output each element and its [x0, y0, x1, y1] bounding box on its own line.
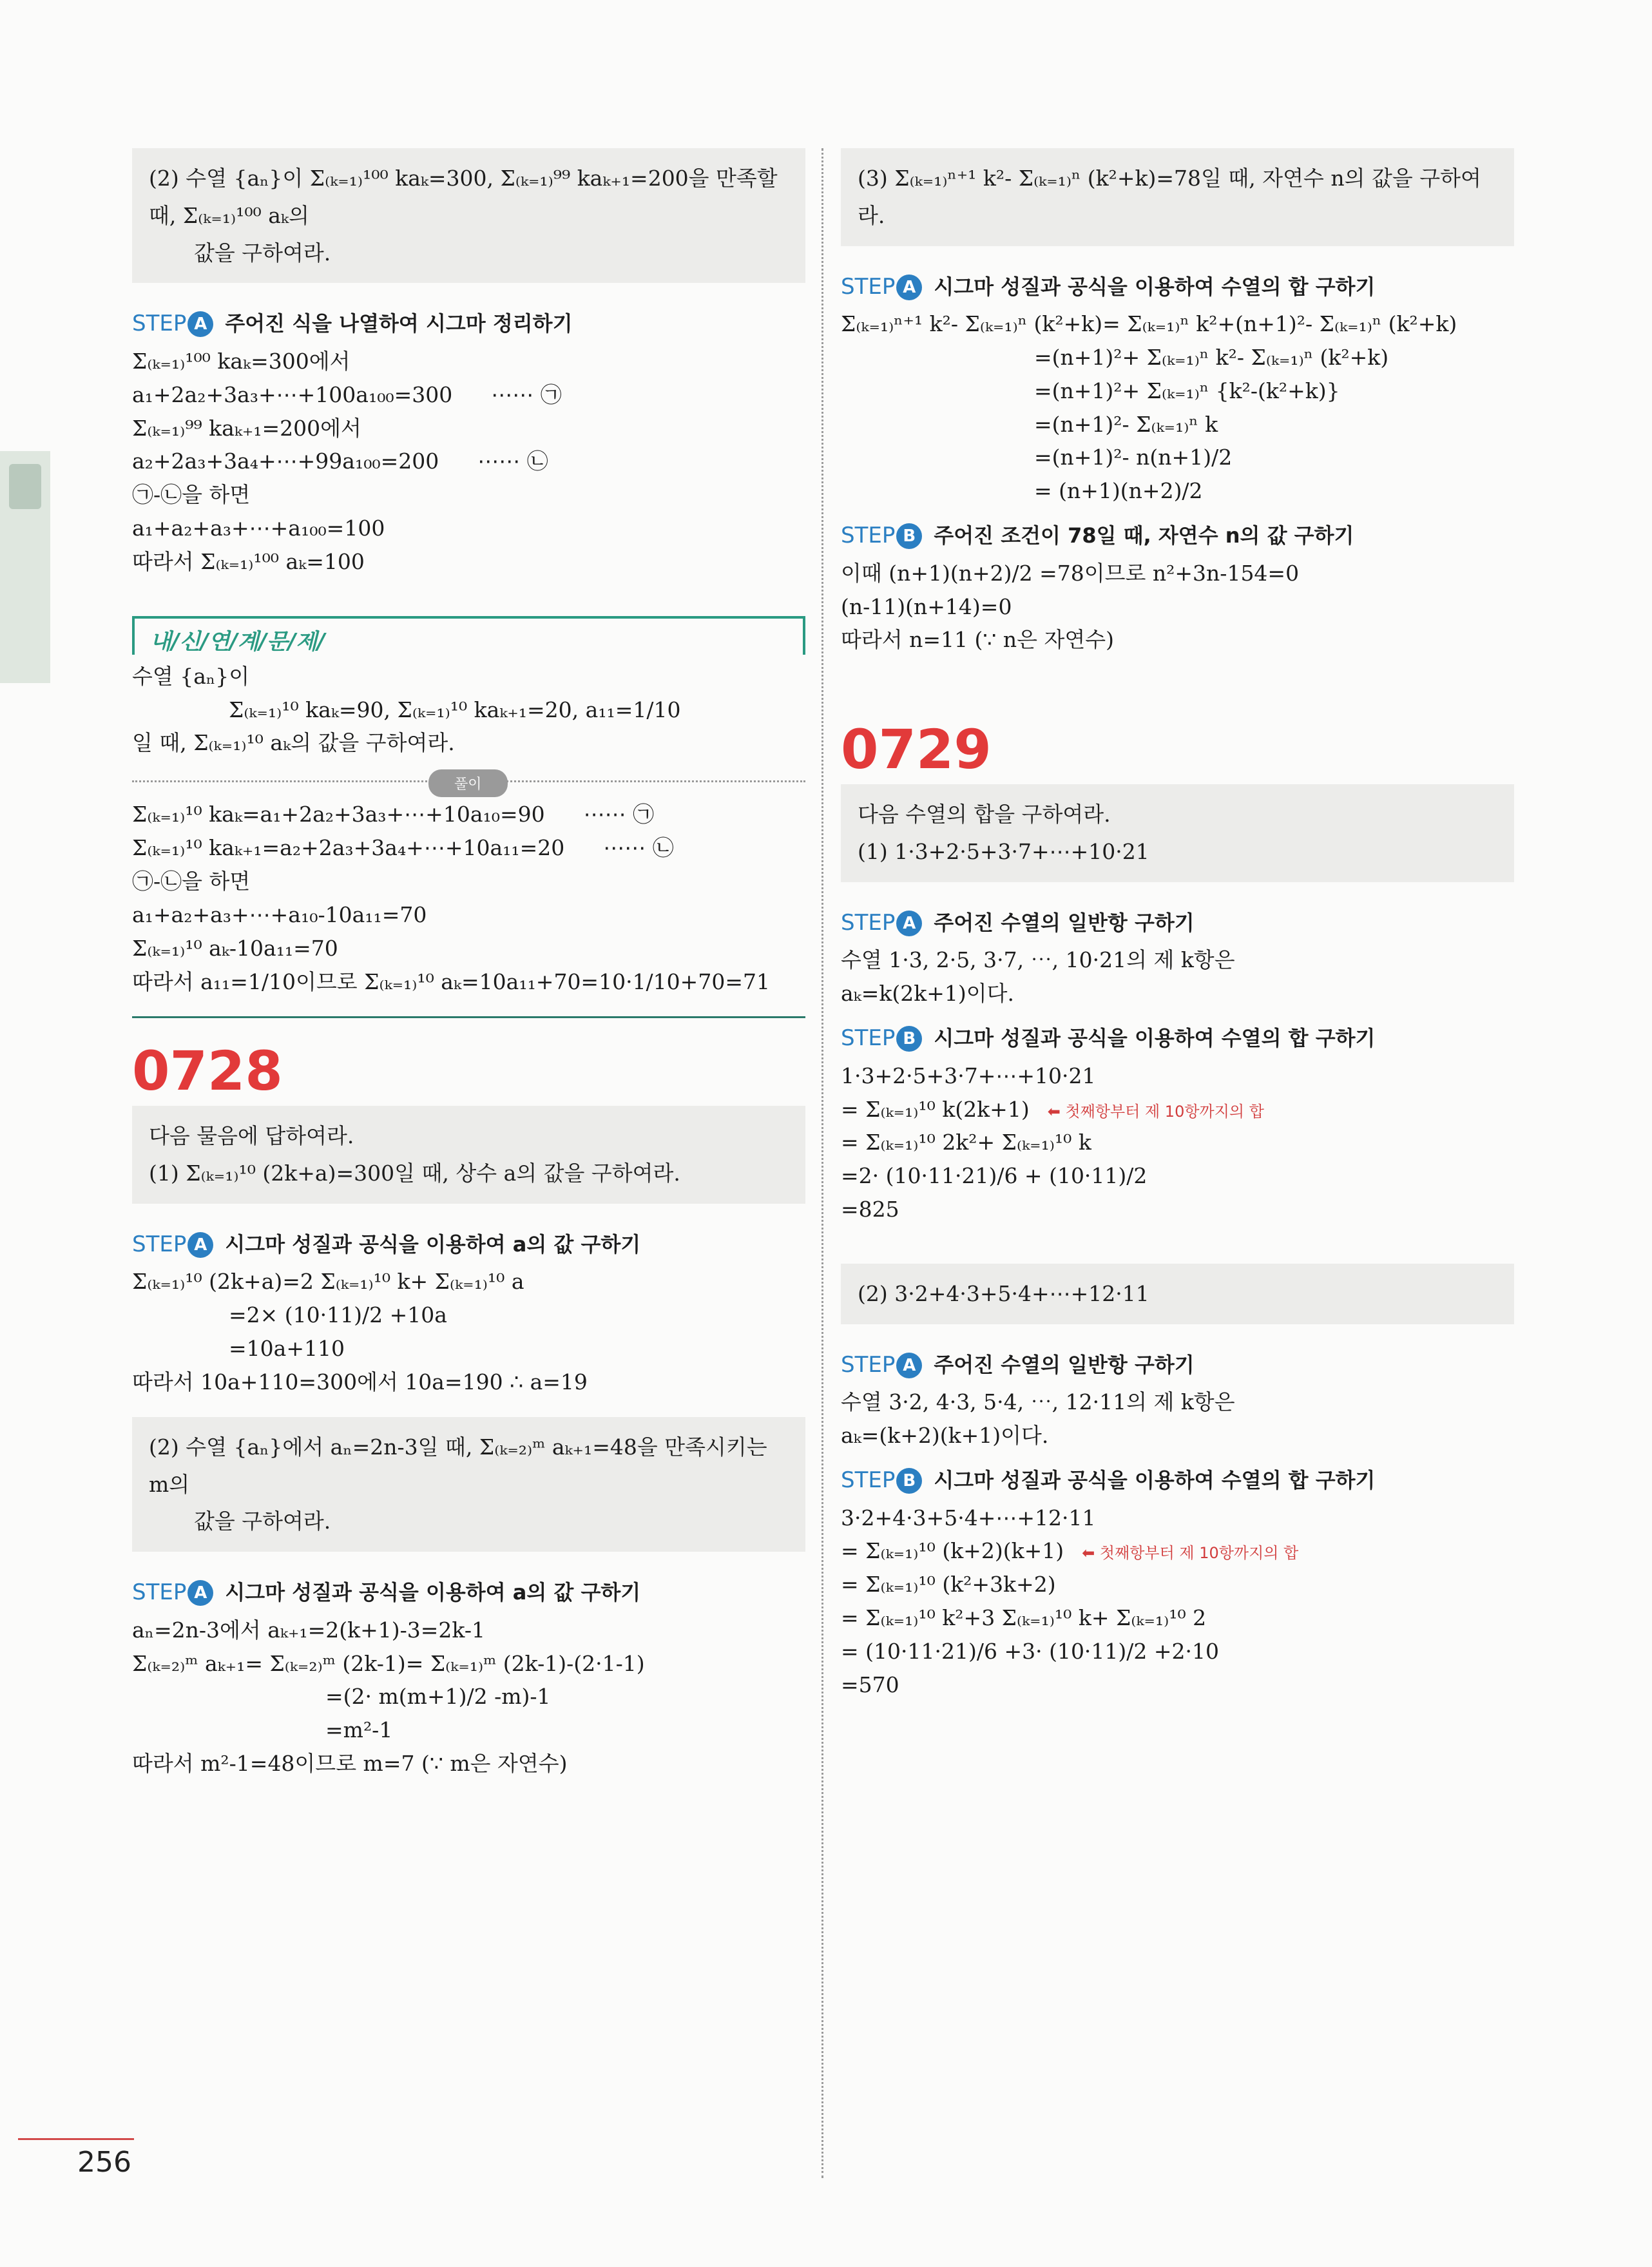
- math-line: 따라서 Σ₍ₖ₌₁₎¹⁰⁰ aₖ=100: [132, 548, 365, 574]
- question-text: 다음 물음에 답하여라.: [149, 1123, 354, 1149]
- math-line: = Σ₍ₖ₌₁₎¹⁰ k(2k+1) ⬅ 첫째항부터 제 10항까지의 합: [841, 1096, 1264, 1122]
- step-letter-badge: A: [187, 1232, 213, 1258]
- math-line: =(n+1)²- Σ₍ₖ₌₁₎ⁿ k: [1034, 411, 1218, 437]
- equation-marker: ⋯⋯ ㉠: [491, 381, 562, 407]
- annotation-note: ⬅ 첫째항부터 제 10항까지의 합: [1047, 1102, 1264, 1121]
- page-number: 256: [77, 2146, 131, 2179]
- math-line: a₁+2a₂+3a₃+⋯+100a₁₀₀=300 ⋯⋯ ㉠: [132, 381, 562, 407]
- solution-line: Σ₍ₖ₌₁₎¹⁰ aₖ-10a₁₁=70: [132, 935, 338, 961]
- step-letter-badge: A: [896, 1353, 922, 1378]
- solution-label: 풀이: [428, 769, 508, 797]
- math-line: =(n+1)²+ Σ₍ₖ₌₁₎ⁿ {k²-(k²+k)}: [1034, 378, 1340, 403]
- step-b-heading: STEP B 시그마 성질과 공식을 이용하여 수열의 합 구하기: [841, 1025, 1376, 1052]
- page-number-rule: [18, 2138, 134, 2140]
- math-line: aₖ=k(2k+1)이다.: [841, 981, 1014, 1007]
- question-box-0729: [841, 784, 1514, 882]
- step-a-heading: STEP A 주어진 식을 나열하여 시그마 정리하기: [132, 311, 573, 337]
- math-line: Σ₍ₖ₌₁₎¹⁰⁰ kaₖ=300에서: [132, 348, 351, 374]
- question-text: 값을 구하여라.: [194, 240, 331, 265]
- chapter-side-tab: [0, 451, 50, 683]
- step-a-heading: STEP A 주어진 수열의 일반항 구하기: [841, 1351, 1195, 1378]
- linked-problem-header: 내/신/연/계/문/제/: [132, 616, 805, 655]
- solution-line: a₁+a₂+a₃+⋯+a₁₀-10a₁₁=70: [132, 902, 427, 927]
- math-line: =825: [841, 1197, 899, 1222]
- math-line: aₖ=(k+2)(k+1)이다.: [841, 1423, 1049, 1449]
- math-line: Σ₍ₖ₌₁₎ⁿ⁺¹ k²- Σ₍ₖ₌₁₎ⁿ (k²+k)= Σ₍ₖ₌₁₎ⁿ k²+(n+1)²- Σ₍ₖ₌₁₎ⁿ (k²+k): [841, 311, 1457, 337]
- math-line: =2× (10·11)/2 +10a: [229, 1302, 447, 1328]
- question-box-0728: [132, 1106, 805, 1204]
- math-line: = (n+1)(n+2)/2: [1034, 478, 1203, 504]
- math-line: Σ₍ₖ₌₁₎¹⁰ (2k+a)=2 Σ₍ₖ₌₁₎¹⁰ k+ Σ₍ₖ₌₁₎¹⁰ a: [132, 1269, 524, 1295]
- math-line: 3·2+4·3+5·4+⋯+12·11: [841, 1505, 1096, 1530]
- step-a-heading: STEP A 주어진 수열의 일반항 구하기: [841, 909, 1195, 936]
- left-column: [132, 148, 805, 1782]
- question-text: (1) 1·3+2·5+3·7+⋯+10·21: [858, 839, 1149, 865]
- math-line: = Σ₍ₖ₌₁₎¹⁰ (k²+3k+2): [841, 1572, 1056, 1597]
- equation-marker: ⋯⋯ ㉠: [583, 802, 655, 827]
- question-text: (3) Σ₍ₖ₌₁₎ⁿ⁺¹ k²- Σ₍ₖ₌₁₎ⁿ (k²+k)=78일 때, 자연수 n의 값을 구하여라.: [858, 166, 1481, 228]
- math-line: 따라서 10a+110=300에서 10a=190 ∴ a=19: [132, 1369, 588, 1394]
- question-box-0728-2: [132, 1417, 805, 1552]
- math-line: =10a+110: [229, 1336, 345, 1362]
- right-column: [841, 148, 1514, 1703]
- step-letter-badge: A: [896, 275, 922, 300]
- solution-divider: [132, 777, 805, 793]
- step-a-heading: STEP A 시그마 성질과 공식을 이용하여 수열의 합 구하기: [841, 273, 1376, 300]
- problem-number: 0729: [841, 718, 992, 782]
- question-box-3: [841, 148, 1514, 246]
- problem-text: 수열 {aₙ}이: [132, 663, 250, 689]
- math-line: ㉠-㉡을 하면: [132, 482, 251, 508]
- math-line: =(n+1)²- n(n+1)/2: [1034, 445, 1233, 470]
- step-letter-badge: B: [896, 1468, 922, 1494]
- math-line: 1·3+2·5+3·7+⋯+10·21: [841, 1063, 1096, 1088]
- question-text: (2) 수열 {aₙ}에서 aₙ=2n-3일 때, Σ₍ₖ₌₂₎ᵐ aₖ₊₁=48을 만족시키는 m의: [149, 1434, 767, 1497]
- equation-marker: ⋯⋯ ㉡: [603, 835, 674, 861]
- solution-line: 따라서 a₁₁=1/10이므로 Σ₍ₖ₌₁₎¹⁰ aₖ=10a₁₁+70=10·1/10+70=71: [132, 969, 770, 994]
- math-line: a₁+a₂+a₃+⋯+a₁₀₀=100: [132, 516, 385, 541]
- section-end-rule: [132, 1016, 805, 1018]
- question-text: (1) Σ₍ₖ₌₁₎¹⁰ (2k+a)=300일 때, 상수 a의 값을 구하여라.: [149, 1161, 680, 1186]
- question-text: 다음 수열의 합을 구하여라.: [858, 802, 1111, 827]
- step-b-heading: STEP B 주어진 조건이 78일 때, 자연수 n의 값 구하기: [841, 523, 1354, 549]
- math-line: 따라서 m²-1=48이므로 m=7 (∵ m은 자연수): [132, 1751, 568, 1777]
- math-line: =m²-1: [325, 1717, 393, 1743]
- solution-line: ㉠-㉡을 하면: [132, 868, 251, 894]
- equation-marker: ⋯⋯ ㉡: [477, 449, 548, 474]
- math-line: =2· (10·11·21)/6 + (10·11)/2: [841, 1163, 1148, 1189]
- step-b-heading: STEP B 시그마 성질과 공식을 이용하여 수열의 합 구하기: [841, 1467, 1376, 1493]
- question-text: 값을 구하여라.: [194, 1509, 331, 1534]
- question-box-2: [132, 148, 805, 283]
- step-a-heading: STEP A 시그마 성질과 공식을 이용하여 a의 값 구하기: [132, 1231, 641, 1257]
- math-line: a₂+2a₃+3a₄+⋯+99a₁₀₀=200 ⋯⋯ ㉡: [132, 449, 548, 474]
- math-line: 따라서 n=11 (∵ n은 자연수): [841, 627, 1114, 653]
- annotation-note: ⬅ 첫째항부터 제 10항까지의 합: [1082, 1544, 1299, 1563]
- math-line: 수열 1·3, 2·5, 3·7, ⋯, 10·21의 제 k항은: [841, 947, 1235, 973]
- question-text: (2) 3·2+4·3+5·4+⋯+12·11: [858, 1280, 1149, 1306]
- step-a-heading: STEP A 시그마 성질과 공식을 이용하여 a의 값 구하기: [132, 1579, 641, 1606]
- math-line: 이때 (n+1)(n+2)/2 =78이므로 n²+3n-154=0: [841, 560, 1300, 586]
- math-line: =(n+1)²+ Σ₍ₖ₌₁₎ⁿ k²- Σ₍ₖ₌₁₎ⁿ (k²+k): [1034, 344, 1389, 370]
- problem-text: Σ₍ₖ₌₁₎¹⁰ kaₖ=90, Σ₍ₖ₌₁₎¹⁰ kaₖ₊₁=20, a₁₁=1/10: [229, 697, 681, 722]
- math-line: = Σ₍ₖ₌₁₎¹⁰ (k+2)(k+1) ⬅ 첫째항부터 제 10항까지의 합: [841, 1538, 1299, 1564]
- math-line: = Σ₍ₖ₌₁₎¹⁰ k²+3 Σ₍ₖ₌₁₎¹⁰ k+ Σ₍ₖ₌₁₎¹⁰ 2: [841, 1605, 1207, 1631]
- question-text: (2) 수열 {aₙ}이 Σ₍ₖ₌₁₎¹⁰⁰ kaₖ=300, Σ₍ₖ₌₁₎⁹⁹ kaₖ₊₁=200을 만족할 때, Σ₍ₖ₌₁₎¹⁰⁰ aₖ의: [149, 166, 778, 228]
- problem-number: 0728: [132, 1039, 283, 1103]
- problem-text: 일 때, Σ₍ₖ₌₁₎¹⁰ aₖ의 값을 구하여라.: [132, 730, 455, 756]
- math-line: Σ₍ₖ₌₂₎ᵐ aₖ₊₁= Σ₍ₖ₌₂₎ᵐ (2k-1)= Σ₍ₖ₌₁₎ᵐ (2k-1)-(2·1-1): [132, 1650, 645, 1676]
- column-divider: [821, 148, 823, 2178]
- step-letter-badge: B: [896, 1026, 922, 1052]
- math-line: 수열 3·2, 4·3, 5·4, ⋯, 12·11의 제 k항은: [841, 1389, 1235, 1415]
- math-line: =570: [841, 1672, 899, 1697]
- math-line: aₙ=2n-3에서 aₖ₊₁=2(k+1)-3=2k-1: [132, 1617, 485, 1643]
- step-letter-badge: A: [187, 311, 213, 337]
- chapter-number-badge: [9, 464, 41, 509]
- math-line: =(2· m(m+1)/2 -m)-1: [325, 1684, 551, 1710]
- question-box-0729-2: [841, 1264, 1514, 1324]
- math-line: (n-11)(n+14)=0: [841, 593, 1012, 619]
- solution-line: Σ₍ₖ₌₁₎¹⁰ kaₖ=a₁+2a₂+3a₃+⋯+10a₁₀=90 ⋯⋯ ㉠: [132, 802, 655, 827]
- step-letter-badge: B: [896, 523, 922, 549]
- math-line: Σ₍ₖ₌₁₎⁹⁹ kaₖ₊₁=200에서: [132, 415, 361, 441]
- solution-line: Σ₍ₖ₌₁₎¹⁰ kaₖ₊₁=a₂+2a₃+3a₄+⋯+10a₁₁=20 ⋯⋯ ㉡: [132, 835, 674, 861]
- math-line: = (10·11·21)/6 +3· (10·11)/2 +2·10: [841, 1638, 1220, 1664]
- step-letter-badge: A: [187, 1580, 213, 1606]
- step-letter-badge: A: [896, 911, 922, 936]
- math-line: = Σ₍ₖ₌₁₎¹⁰ 2k²+ Σ₍ₖ₌₁₎¹⁰ k: [841, 1130, 1091, 1155]
